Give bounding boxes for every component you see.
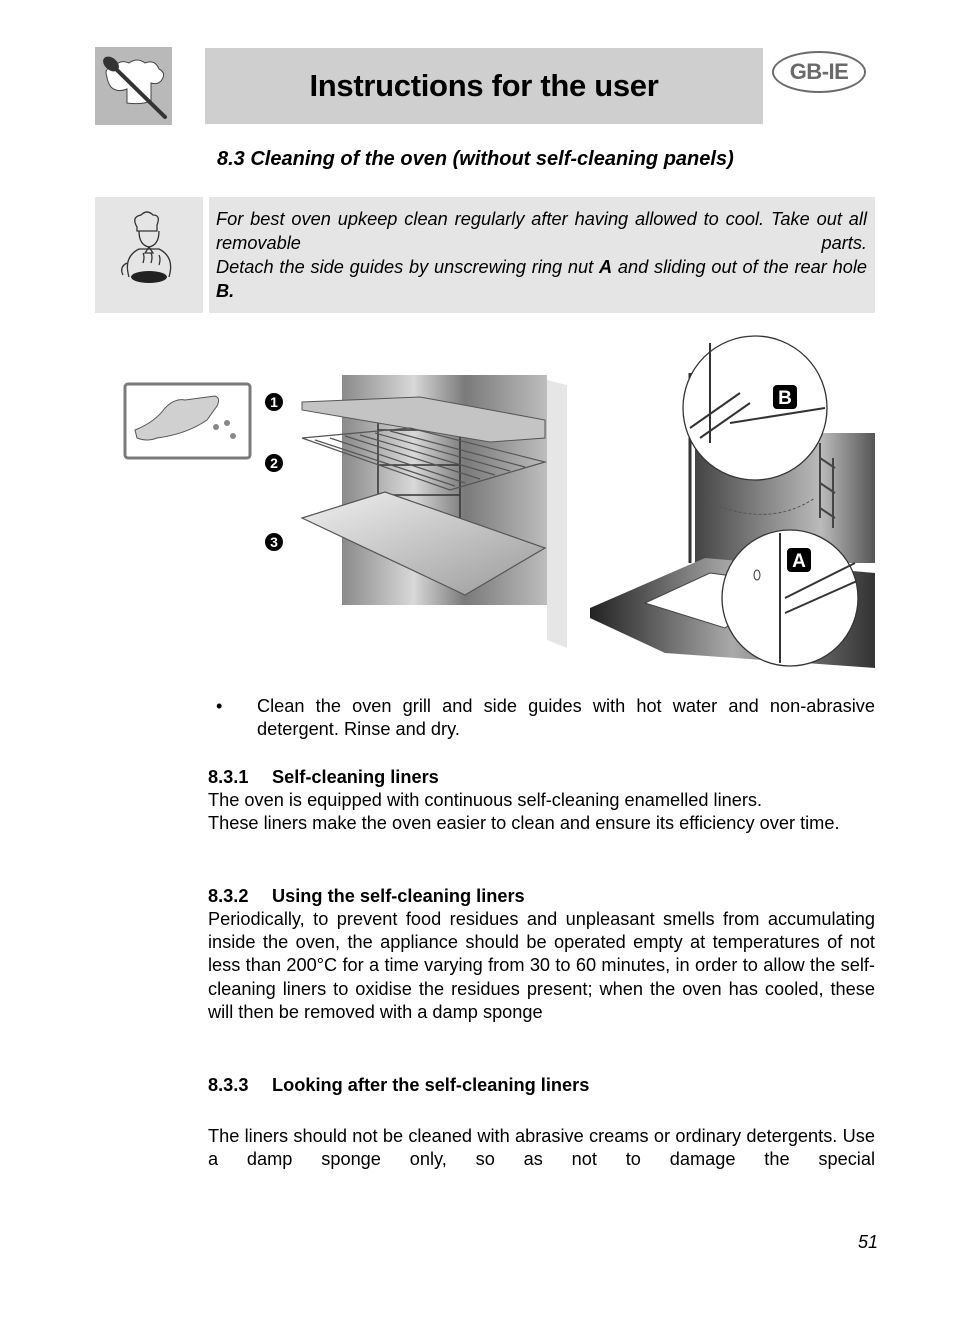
svg-text:2: 2 bbox=[270, 455, 278, 471]
subsection-8-3-1 bbox=[208, 766, 875, 835]
note-text-2: Detach the side guides by unscrewing ring nut A and sliding out of the rear hole B. bbox=[216, 257, 867, 301]
page-header-title: Instructions for the user bbox=[309, 68, 659, 103]
bullet-icon: • bbox=[216, 696, 223, 716]
header-title-bar bbox=[205, 48, 763, 124]
chef-cooking-icon bbox=[95, 197, 203, 313]
subsection-heading: 8.3.1 Self-cleaning liners bbox=[208, 767, 439, 787]
svg-text:B: B bbox=[778, 388, 792, 409]
page-number: 51 bbox=[858, 1232, 879, 1252]
oven-shelves-illustration bbox=[120, 370, 575, 655]
paragraph: The liners should not be cleaned with abrasive creams or ordinary detergents. Use a damp sponge only, so as not to damage the special bbox=[208, 1126, 875, 1170]
svg-text:1: 1 bbox=[270, 394, 278, 410]
paragraph: Periodically, to prevent food residues and unpleasant smells from accumulating inside the oven, the appliance should be operated empty at temperatures of not less than 200°C for a time varying from 30 to 60 minutes, in order to allow the self-cleaning liners to oxidise the residues present; when the oven has cooled, these will then be removed with a damp sponge bbox=[208, 909, 875, 1022]
svg-text:A: A bbox=[792, 551, 806, 572]
language-badge: GB-IE bbox=[772, 51, 866, 93]
note-text-1: For best oven upkeep clean regularly after having allowed to cool. Take out all removable parts. bbox=[216, 209, 867, 253]
bullet-text: Clean the oven grill and side guides with hot water and non-abrasive detergent. Rinse and dry. bbox=[257, 696, 875, 740]
label-a: A bbox=[598, 257, 613, 277]
subsection-8-3-3 bbox=[208, 1074, 875, 1171]
chef-hat-spoon-icon bbox=[95, 47, 172, 125]
svg-text:3: 3 bbox=[270, 534, 278, 550]
paragraph: These liners make the oven easier to clean and ensure its efficiency over time. bbox=[208, 813, 840, 834]
subsection-heading: 8.3.2 Using the self-cleaning liners bbox=[208, 886, 525, 906]
subsection-8-3-2 bbox=[208, 885, 875, 1024]
label-b: B. bbox=[216, 281, 235, 301]
hand-wiping-icon bbox=[125, 384, 250, 458]
section-title: 8.3 Cleaning of the oven (without self-cleaning panels) bbox=[217, 148, 734, 170]
side-guide-detail-illustration bbox=[585, 333, 875, 668]
subsection-heading: 8.3.3 Looking after the self-cleaning liners bbox=[208, 1075, 590, 1095]
paragraph: The oven is equipped with continuous self-cleaning enamelled liners. bbox=[208, 790, 763, 810]
note-box bbox=[209, 197, 875, 313]
bullet-list-item bbox=[216, 695, 875, 741]
